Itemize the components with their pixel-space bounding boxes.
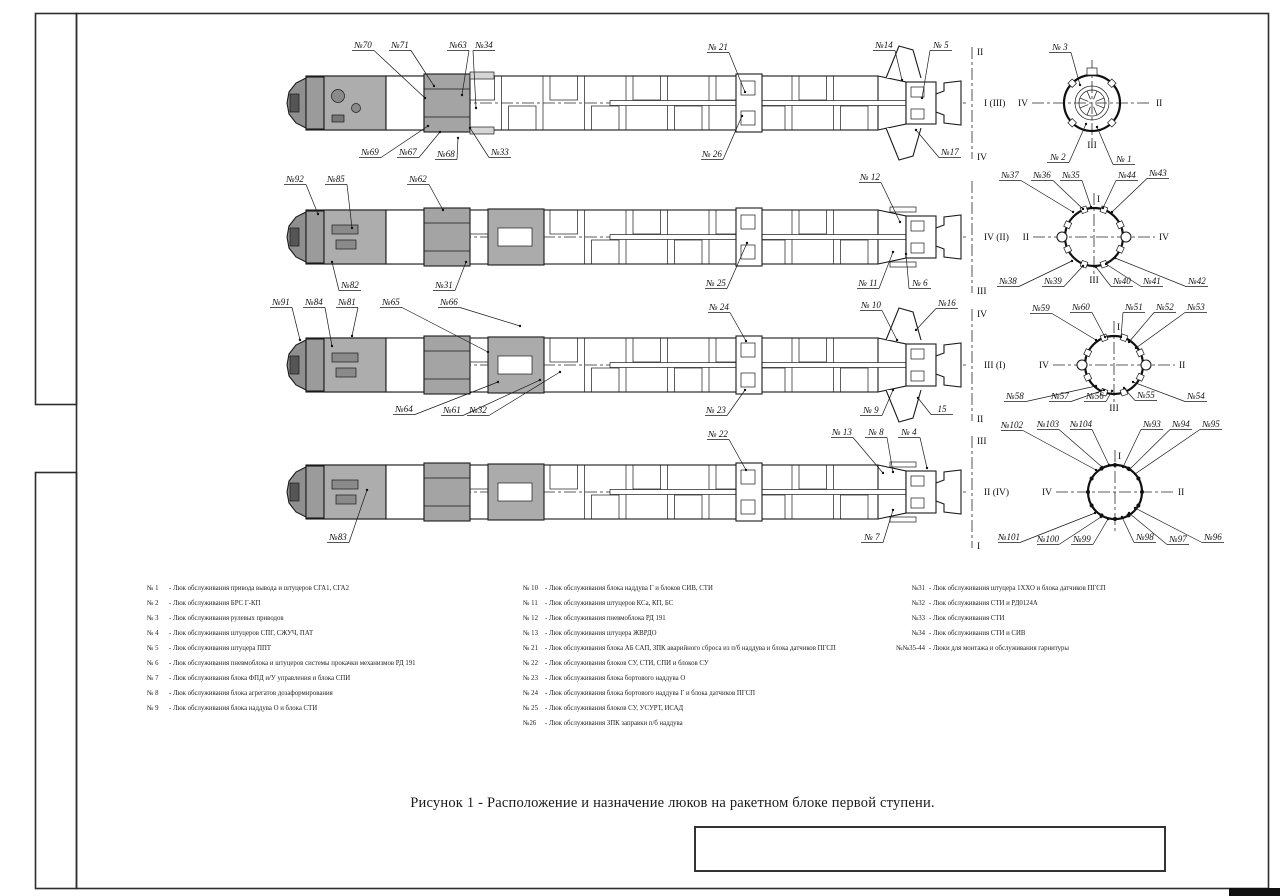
legend-item: № 11 - Люк обслуживания штуцеров КСа, КП, БС — [523, 600, 674, 607]
drawing-text: № 13 — [832, 427, 852, 437]
drawing-text: №100 — [1037, 534, 1059, 544]
drawing-text: IV — [1038, 361, 1049, 371]
drawing-text: №91 — [272, 297, 290, 307]
legend-item: № 6 - Люк обслуживания пневмоблока и штуцеров системы прокачки механизмов РД 191 — [147, 660, 416, 667]
legend-item: №32 - Люк обслуживания СТИ и РД0124А — [911, 600, 1038, 607]
drawing-text: №101 — [998, 532, 1020, 542]
drawing-text: №64 — [395, 404, 413, 414]
figure-caption: Рисунок 1 - Расположение и назначение люков на ракетном блоке первой ступени. — [410, 795, 935, 811]
drawing-text: №95 — [1202, 419, 1220, 429]
drawing-text: №36 — [1033, 170, 1051, 180]
drawing-text: № 23 — [706, 405, 726, 415]
drawing-text: №54 — [1187, 391, 1205, 401]
drawing-text: II — [1022, 233, 1029, 243]
drawing-text: III — [977, 437, 987, 447]
legend-item: № 5 - Люк обслуживания штуцера ППТ — [147, 645, 272, 652]
drawing-text: №65 — [382, 297, 400, 307]
corner-mark — [1229, 888, 1280, 896]
legend-item: №№35-44 - Люки для монтажа и обслуживания гарнитуры — [896, 645, 1069, 652]
drawing-text: II (IV) — [984, 488, 1010, 498]
legend-item: № 22 - Люк обслуживания блоков СУ, СТИ, СПИ и блоков СУ — [523, 660, 709, 667]
legend-item: №31 - Люк обслуживания штуцера 1ХХО и блока датчиков ПГСП — [911, 585, 1106, 592]
drawing-text: IV — [977, 310, 988, 320]
legend-item: № 13 - Люк обслуживания штуцера ЖВРДО — [523, 630, 657, 637]
drawing-text: II — [977, 48, 984, 58]
drawing-text: № 1 — [1116, 154, 1132, 164]
drawing-text: 15 — [937, 404, 947, 414]
drawing-text: №70 — [354, 40, 372, 50]
drawing-text: I — [1097, 195, 1101, 205]
drawing-text: I — [1117, 323, 1121, 333]
legend-item: №34 - Люк обслуживания СТИ и СИВ — [911, 630, 1026, 637]
drawing-text: №67 — [399, 147, 417, 157]
drawing-text: III — [1089, 276, 1099, 286]
drawing-text: №35 — [1062, 170, 1080, 180]
drawing-text: № 8 — [868, 427, 884, 437]
drawing-text: №61 — [443, 405, 461, 415]
legend-column-3 — [889, 581, 1106, 656]
margin-box-bottom — [36, 473, 77, 889]
drawing-text: №31 — [435, 280, 453, 290]
drawing-text: IV — [1041, 488, 1052, 498]
drawing-text: № 4 — [901, 427, 917, 437]
legend-item: № 25 - Люк обслуживания блоков СУ, УСУРТ, ИСАД — [523, 705, 684, 712]
drawing-text: № 7 — [864, 532, 880, 542]
drawing-text: №37 — [1001, 170, 1019, 180]
drawing-text: № 24 — [709, 302, 729, 312]
drawing-text: № 11 — [858, 278, 878, 288]
drawing-text: II — [1179, 361, 1186, 371]
drawing-text: №83 — [329, 532, 347, 542]
drawing-text: №39 — [1044, 276, 1062, 286]
drawing-text: №14 — [875, 40, 893, 50]
drawing-text: IV (II) — [984, 233, 1009, 243]
drawing-text: № 26 — [702, 149, 722, 159]
drawing-text: №103 — [1037, 419, 1059, 429]
drawing-text: № 9 — [863, 405, 879, 415]
legend-item: № 8 - Люк обслуживания блока агрегатов дозаформирования — [147, 690, 333, 697]
legend-item: № 2 - Люк обслуживания БРС Г-КП — [147, 600, 261, 607]
drawing-text: №94 — [1172, 419, 1190, 429]
drawing-text: I — [1118, 452, 1122, 462]
rocket-view-4 — [287, 419, 1224, 552]
legend-item: № 24 - Люк обслуживания блока бортового наддува Г и блока датчиков ПГСП — [523, 690, 756, 697]
legend-item: № 7 - Люк обслуживания блока ФПД и/У управления и блока СПИ — [147, 675, 351, 682]
drawing-text: №41 — [1143, 276, 1161, 286]
drawing-text: №68 — [437, 149, 455, 159]
legend-column-2 — [523, 581, 836, 731]
drawing-text: №40 — [1113, 276, 1131, 286]
drawing-text: №34 — [475, 40, 493, 50]
drawing-text: I — [977, 542, 981, 552]
drawing-text: №17 — [941, 147, 959, 157]
drawing-text: №81 — [338, 297, 356, 307]
legend-item: № 23 - Люк обслуживания блока бортового наддува О — [523, 675, 686, 682]
legend-item: №33 - Люк обслуживания СТИ — [911, 615, 1005, 622]
drawing-text: №99 — [1073, 534, 1091, 544]
drawing-text: № 21 — [708, 42, 728, 52]
drawing-text: №96 — [1204, 532, 1222, 542]
drawing-text: №71 — [391, 40, 409, 50]
drawing-text: III (I) — [984, 361, 1006, 371]
drawing-text: II — [977, 415, 984, 425]
drawing-text: №55 — [1137, 390, 1155, 400]
drawing-text: №93 — [1143, 419, 1161, 429]
drawing-text: III — [977, 287, 987, 297]
drawing-text: №58 — [1006, 391, 1024, 401]
drawing-text: №57 — [1051, 391, 1069, 401]
drawing-text: №60 — [1072, 302, 1090, 312]
drawing-text: № 10 — [861, 300, 881, 310]
drawing-text: IV — [1017, 99, 1028, 109]
drawing-text: IV — [977, 153, 988, 163]
drawing-text: №82 — [341, 280, 359, 290]
drawing-text: III — [1087, 141, 1097, 151]
drawing-text: №32 — [469, 405, 487, 415]
legend-column-1 — [147, 581, 416, 716]
drawing-text: №104 — [1070, 419, 1092, 429]
drawing-text: №43 — [1149, 168, 1167, 178]
drawing-text: № 5 — [933, 40, 949, 50]
drawing-text: №42 — [1188, 276, 1206, 286]
legend-item: № 21 - Люк обслуживания блока АБ САП, ЗПК аварийного сброса из п/б наддува и блока датчиков ПГСП — [523, 645, 836, 652]
drawing-text: №44 — [1118, 170, 1136, 180]
drawing-text: №92 — [286, 174, 304, 184]
drawing-text: III — [1109, 404, 1119, 414]
drawing-text: № 2 — [1050, 152, 1066, 162]
drawing-text: № 25 — [706, 278, 726, 288]
title-block — [694, 826, 1166, 872]
drawing-text: №53 — [1187, 302, 1205, 312]
drawing-text: №62 — [409, 174, 427, 184]
drawing-text: IV — [1159, 233, 1170, 243]
legend-item: №26 - Люк обслуживания ЗПК заправки п/б наддува — [523, 720, 683, 727]
legend-item: № 9 - Люк обслуживания блока наддува О и блока СТИ — [147, 705, 318, 712]
drawing-text: №56 — [1086, 391, 1104, 401]
drawing-text: №63 — [449, 40, 467, 50]
drawing-text: I (III) — [984, 99, 1006, 109]
margin-box-top — [36, 14, 77, 405]
drawing-text: №98 — [1136, 532, 1154, 542]
drawing-text: № 22 — [708, 429, 728, 439]
rocket-view-2 — [284, 168, 1208, 297]
drawing-text: № 12 — [860, 172, 880, 182]
drawing-text: №102 — [1001, 420, 1023, 430]
drawing-text: №84 — [305, 297, 323, 307]
drawing-text: №16 — [938, 298, 956, 308]
drawing-text: № 6 — [912, 278, 928, 288]
drawing-text: №66 — [440, 297, 458, 307]
legend-item: № 1 - Люк обслуживания привода вывода и штуцеров СГА1, СГА2 — [147, 585, 349, 592]
drawing-text: №51 — [1125, 302, 1143, 312]
drawing-text: №33 — [491, 147, 509, 157]
legend-item: № 4 - Люк обслуживания штуцеров СПГ, СЖУЧ, ПАТ — [147, 630, 314, 637]
drawing-text: №69 — [361, 147, 379, 157]
legend-item: № 3 - Люк обслуживания рулевых приводов — [147, 615, 284, 622]
drawing-text: № 3 — [1052, 42, 1068, 52]
drawing-text: №38 — [999, 276, 1017, 286]
rocket-view-3 — [270, 297, 1207, 425]
drawing-text: №97 — [1169, 534, 1187, 544]
drawing-text: №59 — [1032, 303, 1050, 313]
drawing-text: II — [1156, 99, 1163, 109]
legend-item: № 10 - Люк обслуживания блока наддува Г и блоков СИВ, СТИ — [523, 585, 713, 592]
legend-item: № 12 - Люк обслуживания пневмоблока РД 191 — [523, 615, 666, 622]
drawing-text: №85 — [327, 174, 345, 184]
drawing-text: №52 — [1156, 302, 1174, 312]
drawing-text: II — [1178, 488, 1185, 498]
rocket-view-1 — [287, 40, 1162, 165]
